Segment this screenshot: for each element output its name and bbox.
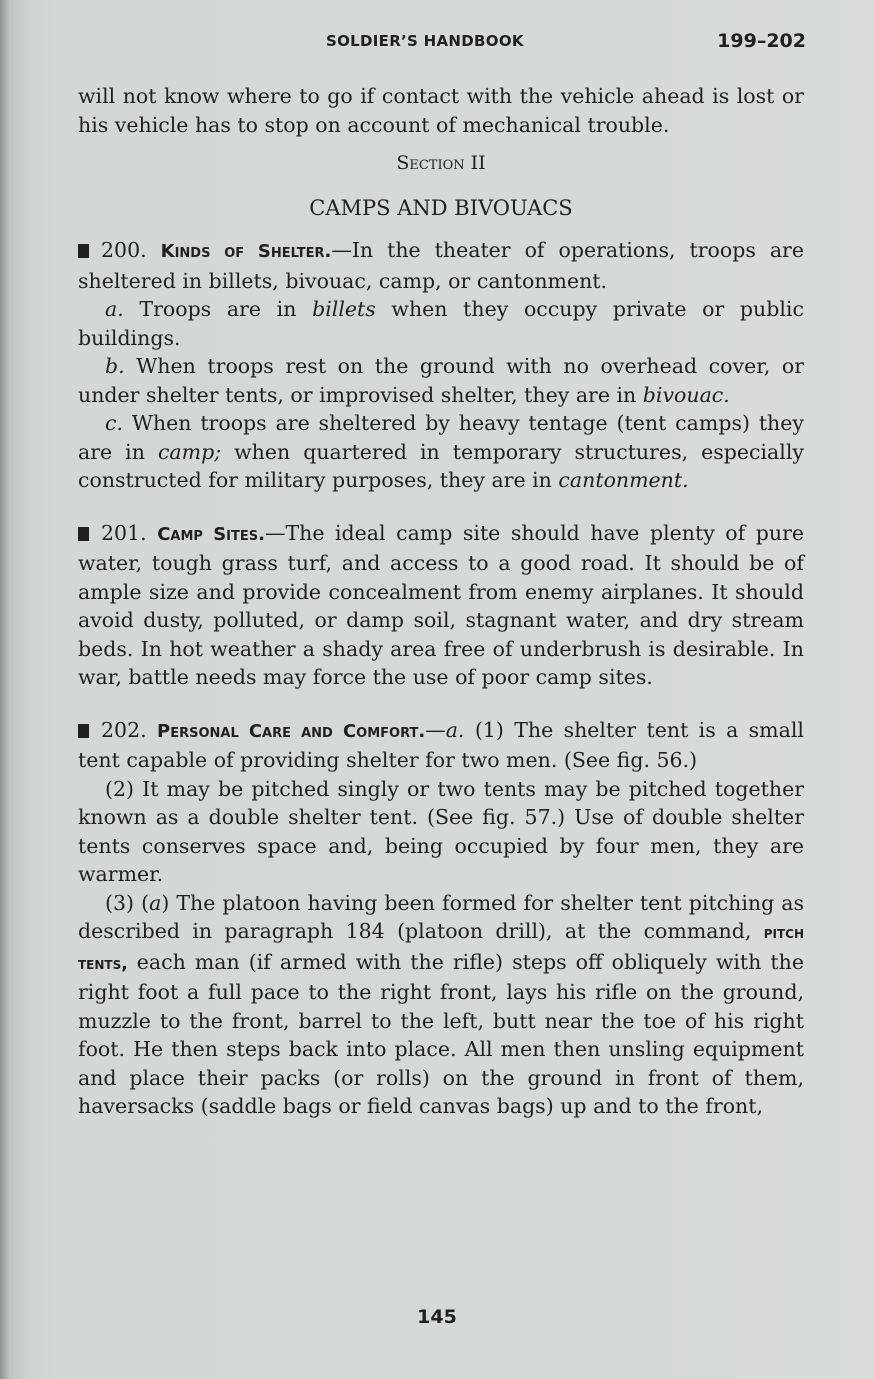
text-run: When troops are sheltered by heavy tentage (tent camps) they are in <box>78 411 804 464</box>
paragraph-number: 201. <box>101 520 147 545</box>
continuation-paragraph: will not know where to go if contact with the vehicle ahead is lost or his vehicle has to stop on account of mechanical trouble. <box>78 84 804 137</box>
emphasis-term: billets <box>312 297 376 321</box>
subparagraph-c <box>78 409 804 495</box>
text-run: when they occupy private or public buildings. <box>78 297 804 350</box>
subparagraph-3 <box>78 889 804 1121</box>
section-label: Section II <box>396 152 486 174</box>
paragraph-heading: Personal Care and Comfort. <box>157 720 426 742</box>
text-run: (3) ( <box>105 890 150 915</box>
paragraph-range: 199–202 <box>717 30 806 52</box>
paragraph-heading: Camp Sites. <box>157 523 265 545</box>
subparagraph-a <box>78 295 804 352</box>
paragraph-text: —The ideal camp site should have plenty of pure water, tough grass turf, and access to a good road. It should be of ample size and provide concealment from enemy airplanes. It should avoid dusty, polluted, or damp soil, stagnant water, and dry stream beds. In hot weather a shady area free of underbrush is desirable. In war, battle needs may force the use of poor camp sites. <box>78 520 804 689</box>
paragraph-number: 202. <box>101 717 147 742</box>
text-run: ) The platoon having been formed for shelter tent pitching as described in paragraph 184 (platoon drill), at the command, <box>78 890 804 943</box>
emphasis-term: camp; <box>157 439 222 464</box>
paragraph-202 <box>78 716 804 775</box>
subparagraph-b <box>78 352 804 409</box>
command-term: pitch tents, <box>78 923 804 974</box>
running-header <box>80 30 806 54</box>
text-run: When troops rest on the ground with no overhead cover, or under shelter tents, or improvised shelter, they are in <box>78 354 804 407</box>
text-run: — <box>425 717 446 742</box>
paragraph-201 <box>78 519 804 692</box>
paragraph-marker-icon <box>78 244 89 258</box>
text-run: when quartered in temporary structures, especially constructed for military purposes, they are in <box>78 439 804 492</box>
paragraph-number: 200. <box>101 238 147 262</box>
subparagraph-marker: a. <box>105 297 124 321</box>
subparagraph-2: (2) It may be pitched singly or two tents may be pitched together known as a double shelter tent. (See fig. 57.) Use of double shelter tents conserves space and, being occupied by four men, they are warmer. <box>78 776 804 886</box>
text-run: Troops are in <box>139 297 297 321</box>
subparagraph-marker: a. <box>445 717 465 742</box>
subparagraph-marker: c. <box>105 411 123 435</box>
page-number: 145 <box>417 1306 457 1328</box>
paragraph-marker-icon <box>78 527 89 541</box>
text-run: each man (if armed with the rifle) steps off obliquely with the right foot a full pace to the right front, lays his rifle on the ground, muzzle to the front, barrel to the left, butt near the toe of his right foot. He then steps back into place. All men then unsling equipment and place their packs (or rolls) on the ground in front of them, haversacks (saddle bags or field canvas bags) up and to the front, <box>78 949 804 1118</box>
emphasis-term: cantonment. <box>558 468 689 492</box>
text-run: (1) The shelter tent is a small tent capable of providing shelter for two men. (See fig. 56.) <box>78 717 804 772</box>
emphasis-term: bivouac. <box>642 382 730 407</box>
running-title: SOLDIER’S HANDBOOK <box>326 32 524 50</box>
page-spine-shadow <box>0 0 10 1379</box>
subparagraph-marker: b. <box>105 354 125 378</box>
subparagraph-marker: a <box>149 890 162 915</box>
paragraph-marker-icon <box>78 724 89 738</box>
paragraph-text: —In the theater of operations, troops are sheltered in billets, bivouac, camp, or cantonment. <box>78 238 804 293</box>
section-title: CAMPS AND BIVOUACS <box>309 195 573 220</box>
paragraph-heading: Kinds of Shelter. <box>160 241 332 262</box>
paragraph-200 <box>78 236 804 295</box>
page-body <box>78 82 804 1121</box>
